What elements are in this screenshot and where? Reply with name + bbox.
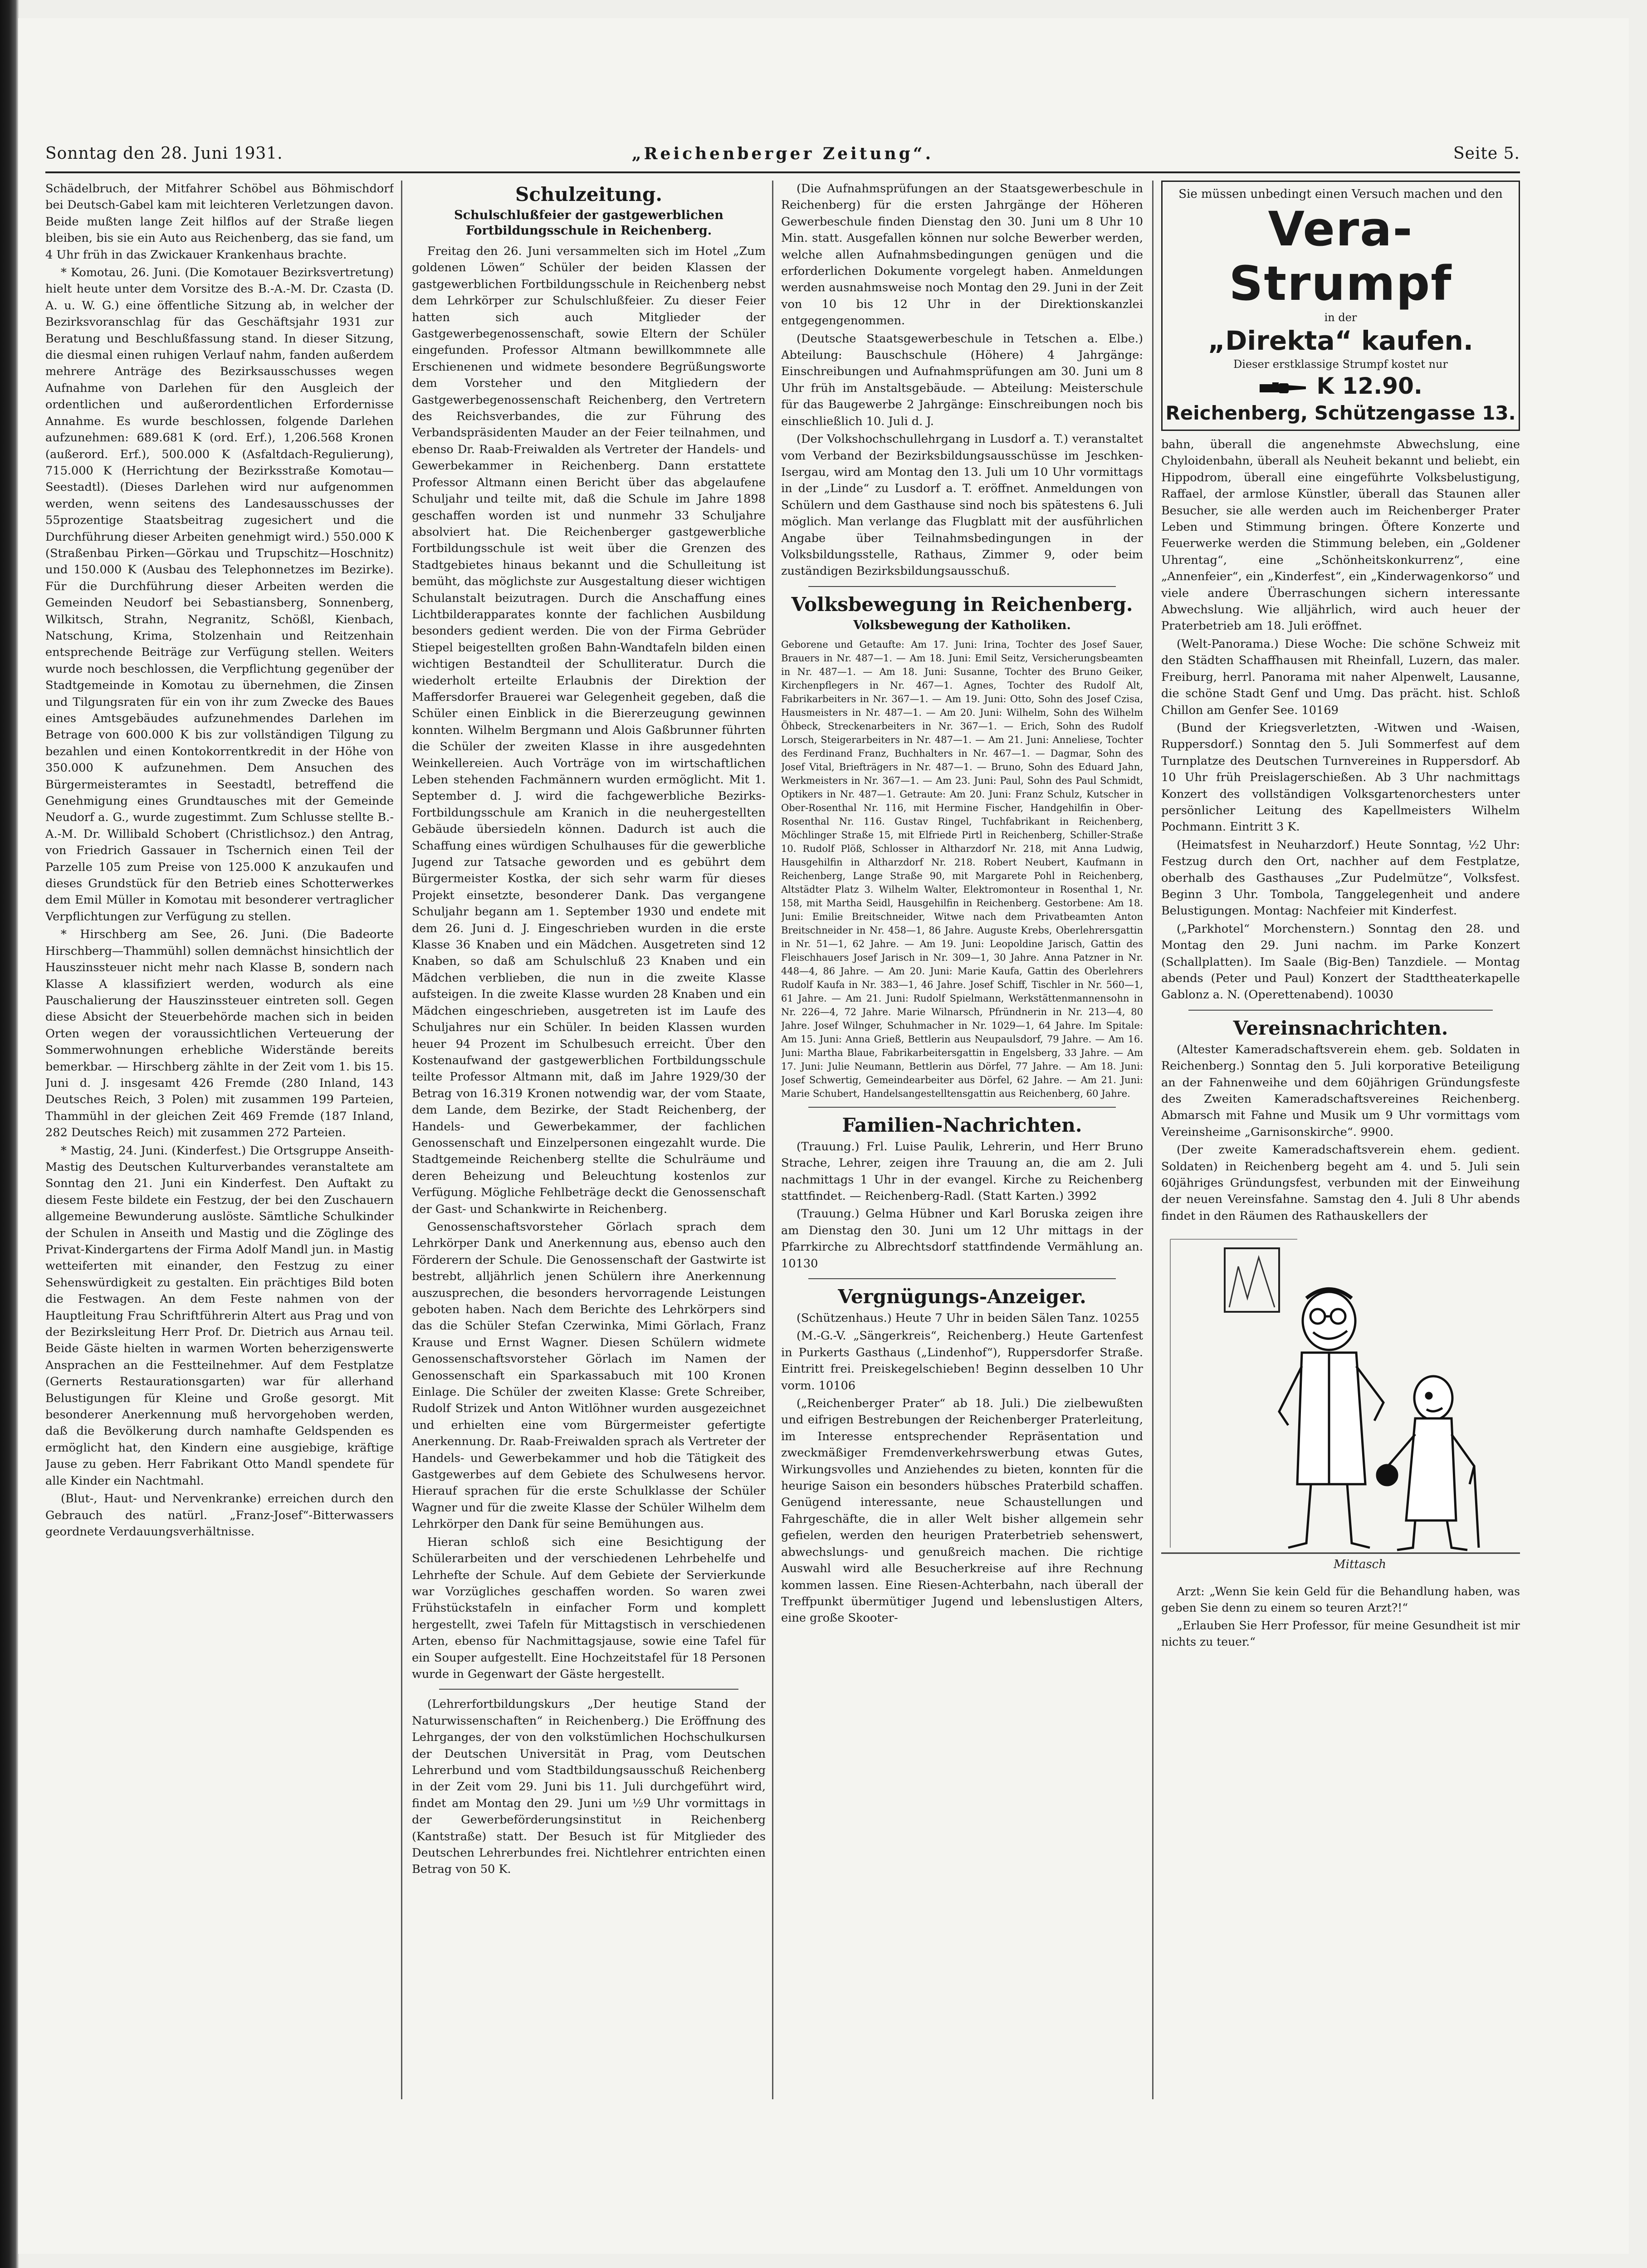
ad-store-name: „Direkta“ kaufen. [1208,325,1473,356]
section-heading-familien: Familien-Nachrichten. [842,1114,1082,1136]
column-2 [412,181,766,2099]
family-notice: (Trauung.) Frl. Luise Paulik, Lehrerin, und Herr Bruno Strache, Lehrer, zeigen ihre Trauung an, die am 2. Juli nachmittags 1 Uhr in der evangel. Kirche zu Reichenberg stattfindet. — Reichenberg-Radl. (Statt Karten.) 3992 [781,1139,1143,1203]
article-heading: Schulschlußfeier der gastgewerblichen Fortbildungsschule in Reichenberg. [454,208,723,238]
column-3 [781,181,1143,2099]
section-heading-volksbewegung: Volksbewegung in Reichenberg. [791,593,1133,616]
article-lehrerfortbildung: (Lehrerfortbildungskurs „Der heutige Stand der Naturwissenschaften“ in Reichenberg.) Die Eröffnung des Lehrganges, der von den volkstümlichen Hochschulkursen der Deutschen Universität in Prag, vom Deutschen Lehrerbund und vom Stadtbildungsausschuß Reichenberg in der Zeit vom 29. Juni bis 11. Juli durchgeführt wird, findet am Montag den 29. Juni um ½9 Uhr vormittags in der Gewerbeförderungsinstitut in Reichenberg (Kantstraße) statt. Der Besuch ist für Mitglieder des Deutschen Lehrerbundes frei. Nichtlehrer entrichten einen Betrag von 50 K. [412,1697,766,1877]
article-mastig: * Mastig, 24. Juni. (Kinderfest.) Die Ortsgruppe Anseith-Mastig des Deutschen Kulturverbandes veranstaltete am Sonntag den 21. Juni ein Kinderfest. Den Auftakt zu diesem Feste bildete ein Festzug, der bei den Zuschauern allgemeine Bewunderung auslöste. Sämtliche Schulkinder der Schulen in Anseith und Mastig und die Zöglinge des Privat-Kindergartens der Firma Adolf Mandl jun. in Mastig wetteiferten mit einander, den Festzug zu einer Sehenswürdigkeit zu gestalten. Ein prächtiges Bild boten die Festwagen. An dem Feste nahmen von der Hauptleitung Frau Schriftführerin Altert aus Prag und von der Bezirksleitung Herr Prof. Dr. Dietrich aus Arnau teil. Beide Gäste hielten in warmen Worten beherzigenswerte Ansprachen an die Festteilnehmer. Auf dem Festplatze (Gernerts Restaurationsgarten) war für allerhand Belustigungen für Kleine und Große gesorgt. Mit besonderer Anerkennung muß hervorgehoben werden, daß die Bevölkerung durch namhafte Geldspenden es ermöglicht hat, den Kindern eine ausgiebige, kräftige Jause zu geben. Herr Fabrikant Otto Mandl spendete für alle Kinder ein Nachtmahl. [45,1144,394,1488]
event-notice: (Welt-Panorama.) Diese Woche: Die schöne Schweiz mit den Städten Schaffhausen mit Rheinfall, Luzern, das maler. Freiburg, herrl. Panorama mit naher Alpenwelt, Lausanne, die schöne Stadt Genf und Umg. Das prächt. hist. Schloß Chillon am Genfer See. 10169 [1161,637,1520,717]
event-notice: (Bund der Kriegsverletzten, -Witwen und -Waisen, Ruppersdorf.) Sonntag den 5. Juli Sommerfest auf dem Turnplatze des Deutschen Turnvereines in Ruppersdorf. Ab 10 Uhr früh Preislagerschießen. Ab 3 Uhr nachmittags Konzert des vollständigen Volksgartenorchesters unter persönlicher Leitung des Kapellmeisters Wilhelm Pochmann. Eintritt 3 K. [1161,721,1520,834]
advert-bitterwasser: (Blut-, Haut- und Nervenkranke) erreichen durch den Gebrauch des natürl. „Franz-Josef“-Bitterwassers geordnete Verdauungsverhältnisse. [45,1492,394,1539]
column-4 [1161,181,1520,2099]
column-1 [45,181,394,2099]
ad-price: K 12.90. [1316,373,1422,399]
article-prater-continued: bahn, überall die angenehmste Abwechslung, eine Chyloidenbahn, überall als Neuheit bekannt und beliebt, ein Hippodrom, überall eine eingeführte Volksbelustigung, Raffael, der armlose Künstler, überall das Staunen aller Besucher, sie alle werden auch im Reichenberger Prater Leben und Stimmung bringen. Öftere Konzerte und Feuerwerke werden die Stimmung beleben, ein „Goldener Uhrentag“, eine „Schönheitskonkurrenz“, eine „Annenfeier“, ein „Kinderfest“, ein „Kinderwagenkorso“ und viele andere Überraschungen sichern interessante Abwechslung. Wie alljährlich, wird auch heuer der Praterbetrieb am 18. Juli eröffnet. [1161,438,1520,633]
article-paragraph: Genossenschaftsvorsteher Görlach sprach dem Lehrkörper Dank und Anerkennung aus, ebenso auch den Förderern der Schule. Die Genossenschaft der Gastwirte ist bestrebt, alljährlich jenen Schülern ihre Anerkennung auszusprechen, die besonders hervorragende Leistungen geboten haben. Nach dem Berichte des Lehrkörpers sind das die Schüler Stefan Czerwinka, Mimi Görlach, Franz Krause und Ernst Wagner. Diesen Schülern widmete Genossenschaftsvorsteher Görlach im Namen der Genossenschaft ein Sparkassabuch mit 100 Kronen Einlage. Die Schüler der zweiten Klasse: Grete Schreiber, Rudolf Strizek und Anton Witlöhner wurden ausgezeichnet und erhielten eine vom Bürgermeister gefertigte Anerkennung. Dr. Raab-Freiwalden sprach als Vertreter der Handels- und Gewerbekammer und hob die Tätigkeit des Gastgewerbes auf dem Gebiete des Schulwesens hervor. Hierauf sprachen für die erste Schulklasse der Schüler Wagner und für die zweite Klasse der Schüler Wilhelm dem Lehrkörper den Dank für seine Bemühungen aus. [412,1220,766,1531]
caption-line: „Erlauben Sie Herr Professor, für meine Gesundheit ist mir nichts zu teuer.“ [1161,1618,1520,1648]
page-header [45,144,1520,170]
article-komotau: * Komotau, 26. Juni. (Die Komotauer Bezirksvertretung) hielt heute unter dem Vorsitze des B.-A.-M. Dr. Czasta (D. A. u. W. G.) eine öffentliche Sitzung ab, in welcher der Bezirksvoranschlag für das Geschäftsjahr 1931 zur Beratung und Beschlußfassung stand. In dieser Sitzung, die diesmal einen ruhigen Verlauf nahm, fanden außerdem mehrere Anträge des Bezirksausschusses wegen Aufnahme von Darlehen für den Ausgleich der ordentlichen und außerordentlichen Erfordernisse Annahme. Es wurde beschlossen, folgende Darlehen aufzunehmen: 689.681 K (ord. Erf.), 1,206.568 Kronen (außerord. Erf.), 500.000 K (Asfaltdach-Regulierung), 715.000 K (Herrichtung der Bezirksstraße Komotau—Seestadtl). (Dieses Darlehen wird nur aufgenommen werden, wenn seitens des Landesausschusses der 55prozentige Staatsbeitrag zugesichert und die Durchführung dieser Arbeiten genehmigt wird.) 550.000 K (Straßenbau Pirken—Görkau und Trupschitz—Hoschnitz) und 150.000 K (Ausbau des Telephonnetzes im Bezirke). Für die Durchführung dieser Arbeiten werden die Gemeinden Neudorf bei Sebastiansberg, Sonnenberg, Wilkitsch, Strahn, Negranitz, Schößl, Kienbach, Natschung, Krima, Stolzenhain und Reitzenhain entsprechende Beiträge zur Verfügung stellen. Weiters wurde noch beschlossen, die Verpflichtung gegenüber der Stadtgemeinde in Komotau zu übernehmen, die Zinsen und Tilgungsraten für ein von ihr zum Zwecke des Baues eines Amtsgebäudes aufzunehmendes Darlehen im Betrage von 600.000 K bis zur vollständigen Tilgung zu bezahlen und einen Kontokorrentkredit in der Höhe von 350.000 K aufzunehmen. Dem Ansuchen des Bürgermeisteramtes in Seestadtl, betreffend die Genehmigung eines Grundtausches mit der Gemeinde Neudorf a. G., wurde zugestimmt. Zum Schlusse stellte B.-A.-M. Dr. Willibald Schobert (Christlichsoz.) den Antrag, von Friedrich Gassauer in Tschernich einen Teil der Parzelle 105 zum Preise von 125.000 K anzukaufen und dieses Grundstück für den Betrieb eines Schotterwerkes dem Emil Müller in Komotau mit besonderer vertraglicher Verpflichtungen zur Verfügung zu stellen. [45,266,394,924]
article-paragraph: Hieran schloß sich eine Besichtigung der Schülerarbeiten und der verschiedenen Lehrbehelfe und Lehrhefte der Schule. Auf dem Gebiete der Servierkunde war Vorzügliches geschaffen worden. So waren zwei Frühstückstafeln in einfacher Form und komplett hergestellt, zwei Tafeln für Mittagstisch in verschiedenen Arten, ebenso für Nachmittagsjause, sowie eine Tafel für ein Souper aufgestellt. Eine Hochzeitstafel für 18 Personen wurde in Gegenwart der Gäste hergestellt. [412,1535,766,1681]
event-notice: (M.-G.-V. „Sängerkreis“, Reichenberg.) Heute Gartenfest in Purkerts Gasthaus („Lindenhof“), Ruppersdorfer Straße. Eintritt frei. Preiskegelschieben! Beginn desselben 10 Uhr vorm. 10106 [781,1329,1143,1393]
pointing-hand-icon [1259,379,1309,397]
ad-text: Dieser erstklassige Strumpf kostet nur [1233,358,1448,371]
cartoon-caption [1161,1584,1520,1650]
section-heading-schulzeitung: Schulzeitung. [515,183,662,205]
ad-address: Reichenberg, Schützengasse 13. [1165,402,1516,424]
volksbewegung-list: Geborene und Getaufte: Am 17. Juni: Irina, Tochter des Josef Sauer, Brauers in Nr. 487—1. — Am 18. Juni: Emil Seitz, Versicherungsbeamten in Nr. 487—1. — Am 18. Juni: Susanne, Tochter des Bruno Geiker, Kirchenpflegers in Nr. 467—1. Agnes, Tochter des Rudolf Alt, Fabrikarbeiters in Nr. 367—1. — Am 19. Juni: Otto, Sohn des Josef Czisa, Hausmeisters in Nr. 487—1. — Am 20. Juni: Wilhelm, Sohn des Wilhelm Öhbeck, Streckenarbeiters in Nr. 367—1. — Erich, Sohn des Rudolf Lorsch, Steigerarbeiters in Nr. 487—1. — Am 21. Juni: Anneliese, Tochter des Ferdinand Franz, Buchhalters in Nr. 467—1. — Dagmar, Sohn des Josef Vital, Briefträgers in Nr. 487—1. — Bruno, Sohn des Eduard Jahn, Werkmeisters in Nr. 367—1. — Am 23. Juni: Paul, Sohn des Paul Schmidt, Optikers in Nr. 487—1. Getraute: Am 20. Juni: Franz Schulz, Kutscher in Ober-Rosenthal Nr. 116, mit Hermine Fischer, Handgehilfin in Ober-Rosenthal Nr. 116. Gustav Ringel, Tuchfabrikant in Reichenberg, Möchlinger Straße 15, mit Elfriede Pirtl in Reichenberg, Schiller-Straße 10. Rudolf Plöß, Schlosser in Altharzdorf Nr. 218, mit Anna Ludwig, Hausgehilfin in Altharzdorf Nr. 218. Robert Neubert, Kaufmann in Reichenberg, Lange Straße 90, mit Margarete Pohl in Reichenberg, Altstädter Platz 3. Wilhelm Walter, Elektromonteur in Rosenthal 1, Nr. 158, mit Martha Seidl, Hausgehilfin in Reichenberg. Gestorbene: Am 18. Juni: Emilie Breitschneider, Witwe nach dem Privatbeamten Anton Breitschneider in Nr. 458—1, 86 Jahre. Auguste Krebs, Oberlehrersgattin in Nr. 51—1, 62 Jahre. — Am 19. Juni: Leopoldine Jarisch, Gattin des Fleischhauers Josef Jarisch in Nr. 309—1, 30 Jahre. Anna Patzner in Nr. 448—4, 86 Jahre. — Am 20. Juni: Marie Kaufa, Gattin des Oberlehrers Rudolf Kaufa in Nr. 383—1, 46 Jahre. Josef Schiff, Tischler in Nr. 560—1, 61 Jahre. — Am 21. Juni: Rudolf Spielmann, Werkstättenmannensohn in Nr. 226—4, 72 Jahre. Marie Wilnarsch, Pfründnerin in Nr. 213—4, 80 Jahre. Josef Wilnger, Schuhmacher in Nr. 1029—1, 64 Jahre. Im Spitale: Am 15. Juni: Anna Grieß, Bettlerin aus Neupaulsdorf, 79 Jahre. — Am 16. Juni: Martha Blaue, Fabrikarbeitersgattin in Engelsberg, 33 Jahre. — Am 17. Juni: Julie Neumann, Bettlerin aus Dörfel, 77 Jahre. — Am 18. Juni: Josef Schwertig, Gemeindearbeiter aus Dörfel, 62 Jahre. — Am 21. Juni: Marie Schubert, Handelsangestelltensgattin aus Reichenberg, 60 Jahre. [781,639,1143,1099]
binding-edge [0,0,19,2268]
separator [808,1278,1116,1279]
notice-tetschen: (Deutsche Staatsgewerbeschule in Tetschen a. Elbe.) Abteilung: Bauschschule (Höhere) 4 Jahrgänge: Einschreibungen und Aufnahmsprüfungen am 30. Juni um 8 Uhr früh im Anstaltsgebäude. — Abteilung: Meisterschule für das Baugewerbe 2 Jahrgänge: Einschreibungen noch bis einschließlich 10. Juli d. J. [781,332,1143,428]
section-heading-vereine: Vereinsnachrichten. [1233,1017,1448,1039]
ad-text: in der [1324,311,1357,324]
family-notice: (Trauung.) Gelma Hübner und Karl Boruska zeigen ihre am Dienstag den 30. Juni um 12 Uhr mittags in der Pfarrkirche zu Albrechtsdorf stattfindende Vermählung an. 10130 [781,1207,1143,1271]
section-heading-vergnuegungen: Vergnügungs-Anzeiger. [838,1286,1086,1308]
article-paragraph: Schädelbruch, der Mitfahrer Schöbel aus Böhmischdorf bei Deutsch-Gabel kam mit leichteren Verletzungen davon. Beide mußten lange Zeit hilflos auf der Straße liegen bleiben, bis sie ein Auto aus Reichenberg, das sie fand, um 4 Uhr früh in das Zwickauer Krankenhaus brachte. [45,182,394,262]
notice-staatsgewerbeschule: (Die Aufnahmsprüfungen an der Staatsgewerbeschule in Reichenberg) für die ersten Jahrgänge der Höheren Gewerbeschule finden Dienstag den 30. Juni um 8 Uhr 10 Min. statt. Ausgefallen können nur solche Bewerber werden, welche allen Aufnahmsbedingungen genügen und die erforderlichen Dokumente vorgelegt haben. Anmeldungen werden ausnahmsweise noch Montag den 29. Juni in der Zeit von 10 bis 12 Uhr in der Direktionskanzlei entgegengenommen. [781,182,1143,328]
advertisement-vera-strumpf [1161,181,1520,431]
event-notice: („Reichenberger Prater“ ab 18. Juli.) Die zielbewußten und eifrigen Bestrebungen der Reichenberger Praterleitung, im Interesse entsprechender Repräsentation und zweckmäßiger Fremdenverkehrswerbung etwas Gutes, Wirkungsvolles und Anziehendes zu bieten, konnten für die heurige Saison ein besonders hübsches Praterbild schaffen. Genügend interessante, neue Schaustellungen und Fahrgeschäfte, die in aller Welt bisher allgemein sehr gefielen, werden den heurigen Praterbetrieb sehenswert, abwechslungs- und genußreich machen. Die richtige Auswahl wird alle Besucherkreise auf ihre Rechnung kommen lassen. Eine Riesen-Achterbahn, nach überall der Treffpunkt übermütiger Jugend und lebenslustigen Alters, eine große Skooter- [781,1397,1143,1625]
notice-volkshochschule: (Der Volkshochschullehrgang in Lusdorf a. T.) veranstaltet vom Verband der Bezirksbildungsausschüsse im Jeschken-Isergau, wird am Montag den 13. Juli um 10 Uhr vormittags in der „Linde“ zu Lusdorf a. T. eröffnet. Anmeldungen von Schülern und dem Gasthause sind noch bis spätestens 6. Juli möglich. Man verlange das Flugblatt mit der ausführlichen Angabe über Teilnahmsbedingungen in der Volksbildungsstelle, Rathaus, Zimmer 9, oder beim zuständigen Bezirksbildungsausschuß. [781,432,1143,578]
caption-line: Arzt: „Wenn Sie kein Geld für die Behandlung haben, was geben Sie denn zu einem so teuren Arzt?!“ [1161,1584,1520,1614]
ad-price-row [1165,371,1516,401]
sub-heading-katholiken: Volksbewegung der Katholiken. [853,618,1071,632]
separator [1188,1010,1493,1011]
separator [808,1107,1116,1108]
column-rule [1152,181,1153,2099]
cartoon-signature: Mittasch [1334,1558,1386,1572]
header-date: Sonntag den 28. Juni 1931. [45,144,283,163]
cartoon-illustration [1161,1230,1520,1575]
header-rule [45,171,1520,173]
ad-intro: Sie müssen unbedingt einen Versuch machen und den [1178,187,1503,201]
separator [439,1689,738,1690]
ad-brand: Vera-Strumpf [1229,201,1452,311]
event-notice: („Parkhotel“ Morchenstern.) Sonntag den 28. und Montag den 29. Juni nachm. im Parke Konzert (Schallplatten). Im Saale (Big-Ben) Tanzdiele. — Montag abends (Peter und Paul) Konzert der Stadttheaterkapelle Gablonz a. N. (Operettenabend). 10030 [1161,922,1520,1002]
article-hirschberg: * Hirschberg am See, 26. Juni. (Die Badeorte Hirschberg—Thammühl) sollen demnächst hinsichtlich der Hauszinssteuer nicht mehr nach Klasse B, sondern nach Klasse A klassifiziert werden, wodurch als eine Pauschalierung der Hauszinssteuer eintreten soll. Gegen diese Absicht der Steuerbehörde machen sich in beiden Orten wegen der voraussichtlichen Verteuerung der Sommerwohnungen erhebliche Widerstände bereits bemerkbar. — Hirschberg zählte in der Zeit vom 1. bis 15. Juni d. J. insgesamt 426 Fremde (280 Inland, 143 Deutsches Reich, 3 Polen) mit zusammen 199 Parteien, Thammühl in der gleichen Zeit 469 Fremde (187 Inland, 282 Deutsches Reich) mit zusammen 272 Parteien. [45,928,394,1140]
header-paper-name: „Reichenberger Zeitung“. [631,144,934,163]
event-notice: (Heimatsfest in Neuharzdorf.) Heute Sonntag, ½2 Uhr: Festzug durch den Ort, nachher auf dem Festplatze, oberhalb des Gasthauses „Zur Pudelmütze“, Volksfest. Beginn 3 Uhr. Tombola, Tanggelegenheit und andere Belustigungen. Montag: Nachfeier mit Kinderfest. [1161,838,1520,918]
club-notice: (Altester Kameradschaftsverein ehem. geb. Soldaten in Reichenberg.) Sonntag den 5. Juli korporative Beteiligung an der Fahnenweihe und dem 60jährigen Gründungsfeste des Zweiten Kameradschaftsvereines Reichenberg. Abmarsch mit Fahne und Musik um 9 Uhr vormittags vom Vereinsheime „Garnisonskirche“. 9900. [1161,1042,1520,1139]
event-notice: (Schützenhaus.) Heute 7 Uhr in beiden Sälen Tanz. 10255 [797,1311,1139,1325]
club-notice: (Der zweite Kameradschaftsverein ehem. gedient. Soldaten) in Reichenberg begeht am 4. und 5. Juli sein 60jähriges Gründungsfest, verbunden mit der Einweihung der neuen Vereinsfahne. Samstag den 4. Juli 8 Uhr abends findet in den Räumen des Rathauskellers der [1161,1143,1520,1223]
header-page-number: Seite 5. [1453,144,1520,163]
column-rule [401,181,402,2099]
article-paragraph: Freitag den 26. Juni versammelten sich im Hotel „Zum goldenen Löwen“ Schüler der beiden Klassen der gastgewerblichen Fortbildungsschule in Reichenberg nebst dem Lehrkörper zur Schulschlußfeier. Zu dieser Feier hatten sich auch Mitglieder der Gastgewerbegenossenschaft, sowie Eltern der Schüler eingefunden. Professor Altmann bewillkommnete alle Erschienenen und widmete besondere Begrüßungsworte dem Vorsteher und den Mitgliedern der Gastgewerbegenossenschaft Reichenberg, den Vertretern des Reichsverbandes, die zur Führung des Verbandspräsidenten Mauder an der Feier teilnahmen, und ebenso Dr. Raab-Freiwalden als Vertreter der Handels- und Gewerbekammer in Reichenberg. Dann erstattete Professor Altmann einen Bericht über das abgelaufene Schuljahr und teilte mit, daß die Schule im Jahre 1898 geschaffen worden ist und nunmehr 33 Schuljahre absolviert hat. Die Reichenberger gastgewerbliche Fortbildungsschule ist weit über die Grenzen des Stadtgebietes hinaus bekannt und die Schulleitung ist bemüht, das möglichste zur Ausgestaltung dieser wichtigen Schulanstalt beizutragen. Durch die Anschaffung eines Lichtbilderapparates konnte der fachlichen Ausbildung besonders gedient werden. Die von der Firma Gebrüder Stiepel beigestellten großen Bahn-Wandtafeln bilden einen wichtigen Bestandteil der Schulliteratur. Durch die wiederholt erteilte Erlaubnis der Direktion der Maffersdorfer Brauerei war Gelegenheit gegeben, daß die Schüler einen Einblick in die Biererzeugung gewinnen konnten. Wilhelm Bergmann und Alois Gaßbrunner führten die Schüler der zweiten Klasse in ihre ausgedehnten Weinkellereien. Auch Vorträge von im wirtschaftlichen Leben stehenden Fachmännern wurden ermöglicht. Mit 1. September d. J. wird die fachgewerbliche Bezirks-Fortbildungsschule am Kranich in die neuhergestellten Gebäude übersiedeln können. Dadurch ist auch die Schaffung eines würdigen Schulhauses für die gewerbliche Jugend zur Tatsache geworden und es gebührt dem Bürgermeister Kostka, der sich sehr warm für dieses Projekt einsetzte, besonderer Dank. Das vergangene Schuljahr begann am 1. September 1930 und endete mit dem 26. Juni d. J. Eingeschrieben wurden in die erste Klasse 36 Knaben und ein Mädchen. Ausgetreten sind 12 Knaben, so daß am Schulschluß 23 Knaben und ein Mädchen verblieben, die nun in die zweite Klasse aufsteigen. In die zweite Klasse wurden 28 Knaben und ein Mädchen eingeschrieben, ausgetreten ist im Laufe des Schuljahres nur ein Schüler. In beiden Klassen wurden heuer 94 Prozent im Schulbesuch erreicht. Über den Kostenaufwand der gastgewerblichen Fortbildungsschule teilte Professor Altmann mit, daß im Jahre 1929/30 der Betrag von 16.319 Kronen notwendig war, der vom Staate, dem Lande, dem Bezirke, der Stadt Reichenberg, der Handels- und Gewerbekammer, der fachlichen Genossenschaft und Einzelpersonen eingezahlt wurde. Die Stadtgemeinde Reichenberg stellte die Schulräume und deren Beheizung und Beleuchtung kostenlos zur Verfügung. Mögliche Fehlbeträge deckt die Genossenschaft der Gast- und Schankwirte in Reichenberg. [412,244,766,1216]
column-rule [772,181,773,2099]
separator [808,586,1116,587]
